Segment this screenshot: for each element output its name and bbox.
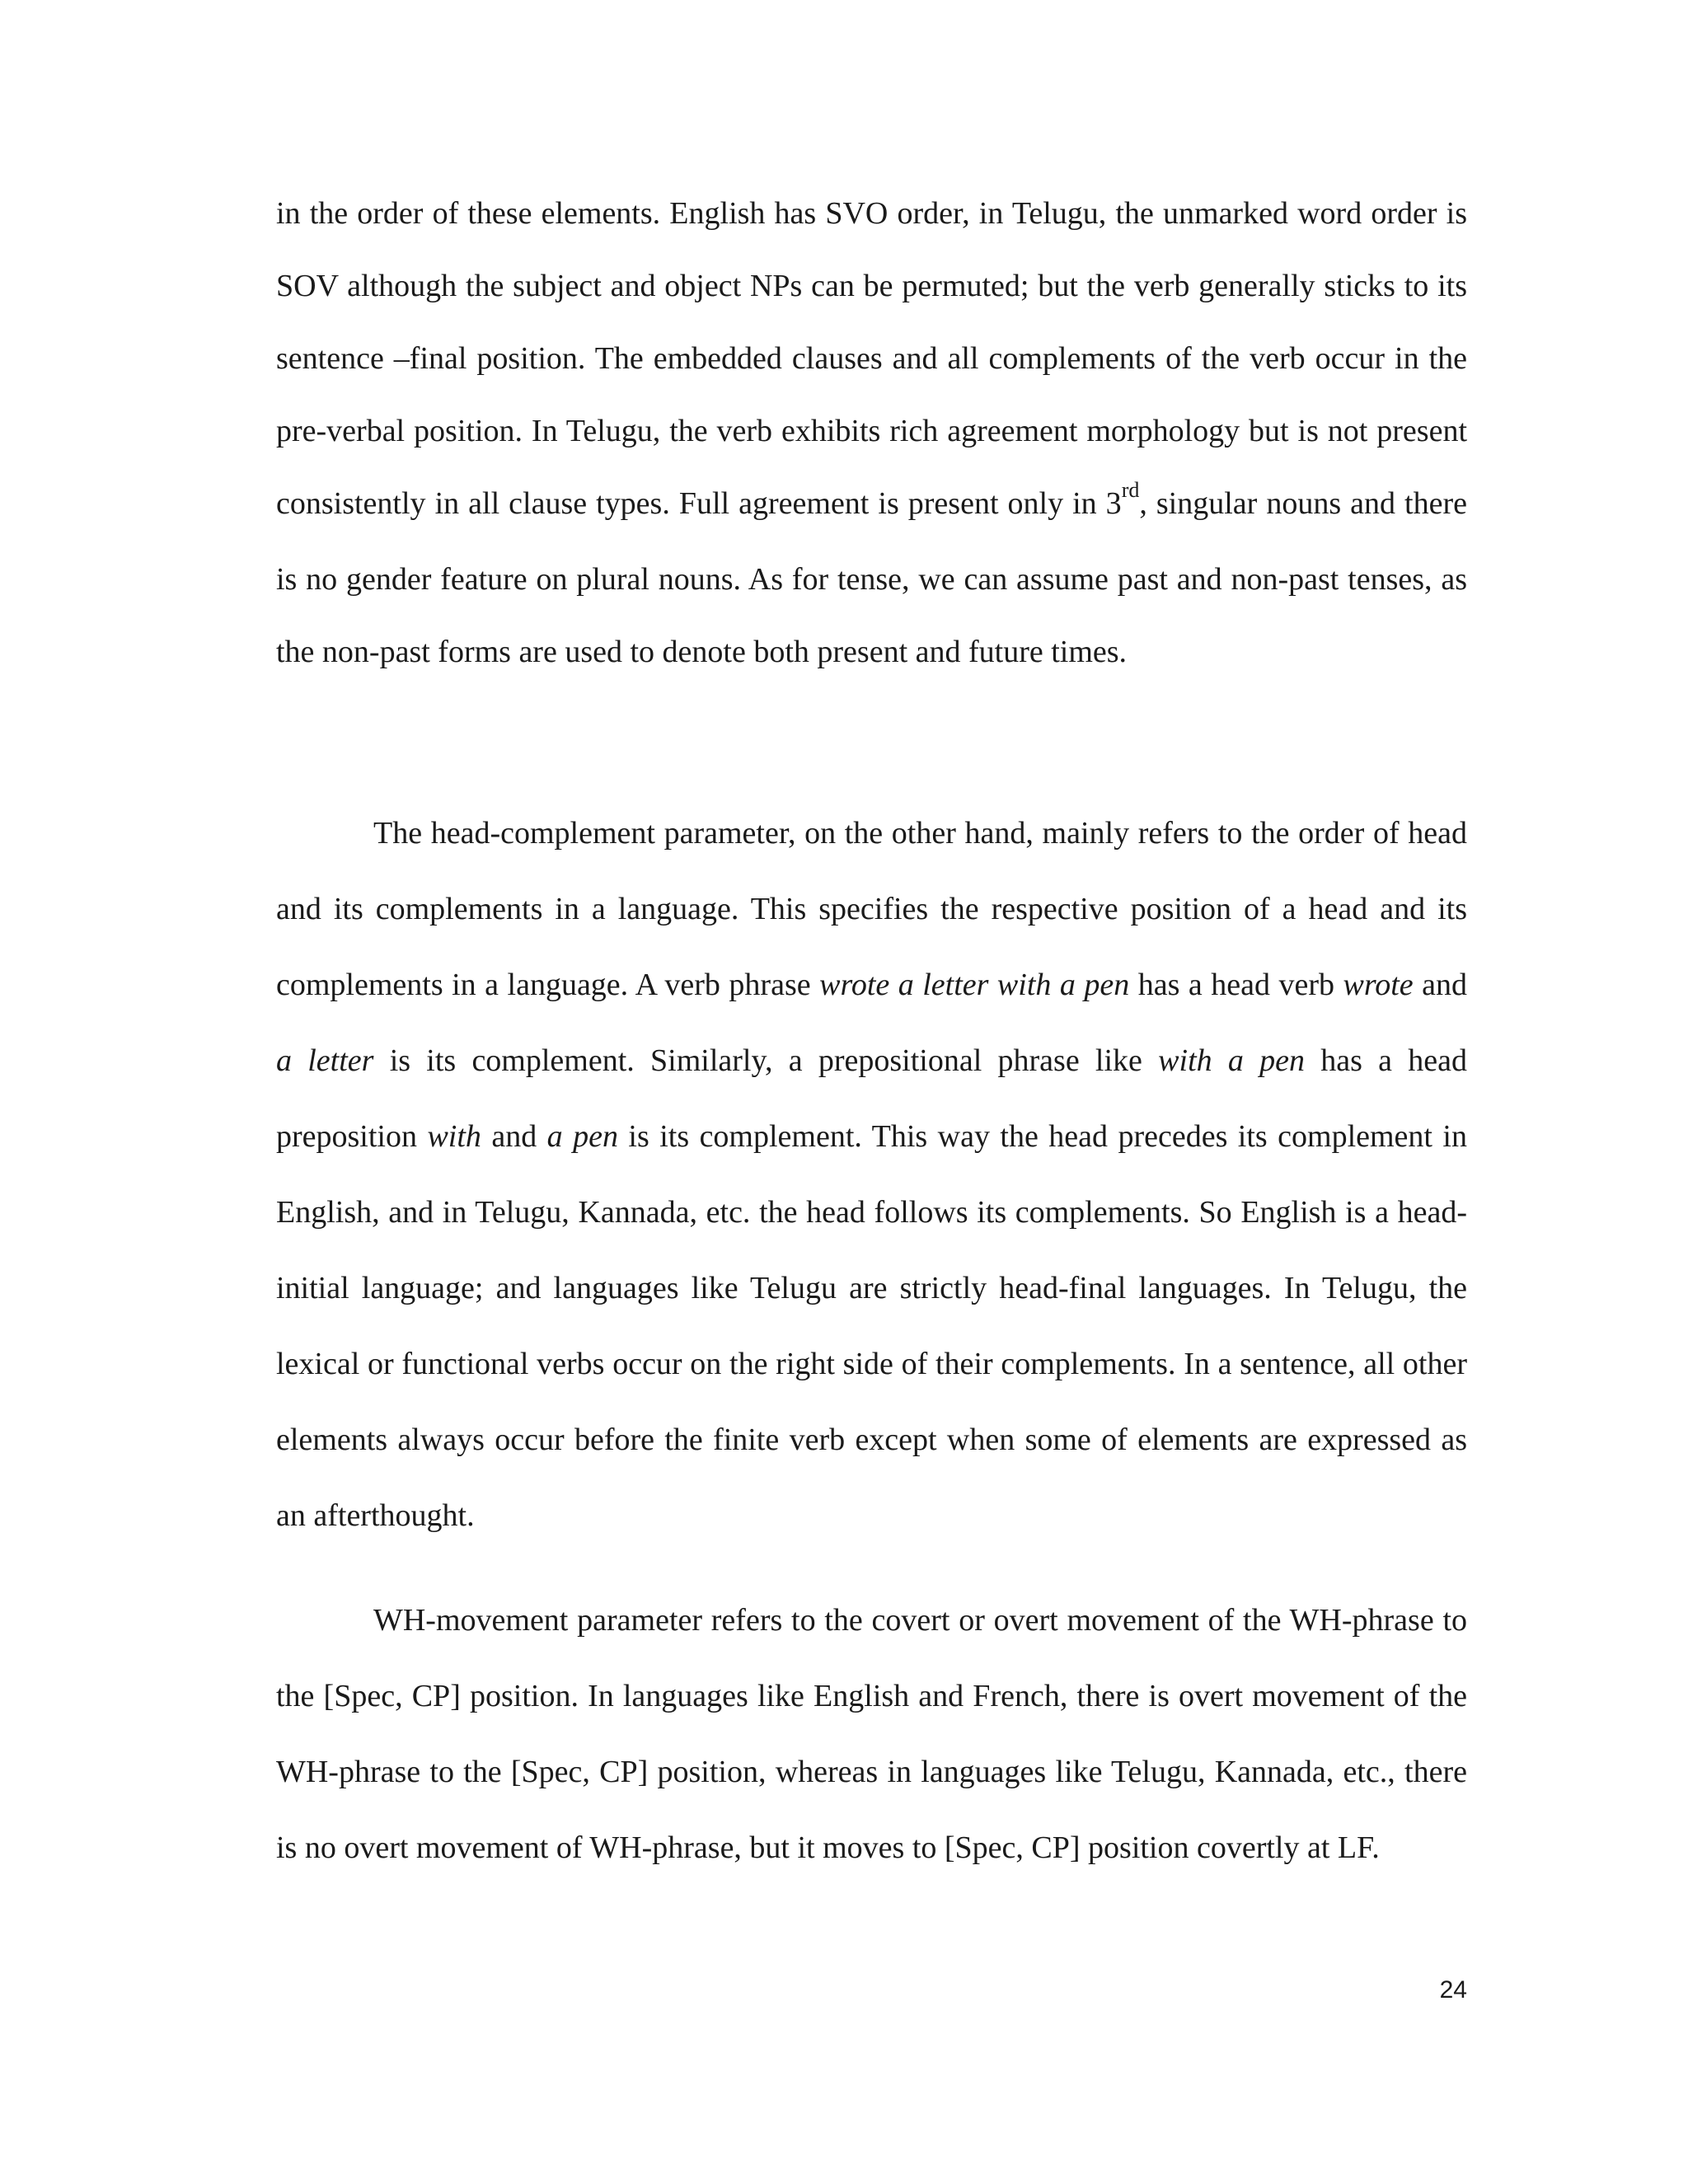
wh-movement-text: WH-movement parameter refers to the covert or overt movement of the WH-phrase to the [Spec, CP] position. In languages like English and French, there is overt movement of the WH-phrase to the [Spec, CP] position, whereas in languages like Telugu, Kannada, etc., there is no overt movement of WH-phrase, but it moves to [Spec, CP] position covertly at LF. bbox=[276, 1603, 1467, 1865]
paragraph-word-order bbox=[276, 177, 1467, 688]
head-complement-text-7: is its complement. This way the head precedes its complement in English, and in Telugu, Kannada, etc. the head follows its complements. So English is a head-initial language; and languages like Telugu are strictly head-final languages. In Telugu, the lexical or functional verbs occur on the right side of their complements. In a sentence, all other elements always occur before the finite verb except when some of elements are expressed as an afterthought. bbox=[276, 1119, 1467, 1533]
page-number: 24 bbox=[1439, 1976, 1467, 2004]
example-head-verb: wrote bbox=[1343, 968, 1414, 1002]
head-complement-text-6: and bbox=[481, 1119, 547, 1154]
ordinal-superscript: rd bbox=[1121, 478, 1140, 502]
example-verb-phrase: wrote a letter with a pen bbox=[819, 968, 1130, 1002]
example-preposition-complement: a pen bbox=[546, 1119, 618, 1154]
head-complement-text-4: is its complement. Similarly, a prepositional phrase like bbox=[373, 1043, 1159, 1078]
head-complement-text-5: has a head preposition bbox=[276, 1043, 1467, 1154]
paragraph-wh-movement bbox=[276, 1582, 1467, 1886]
example-head-preposition: with bbox=[427, 1119, 481, 1154]
head-complement-text-3: and bbox=[1413, 968, 1467, 1002]
head-complement-text-1: The head-complement parameter, on the other hand, mainly refers to the order of head and its complements in a language. This specifies the respective position of a head and its complements in a language. A verb phrase bbox=[276, 816, 1467, 1002]
example-prepositional-phrase: with a pen bbox=[1158, 1043, 1305, 1078]
paragraph-word-order-text-1: in the order of these elements. English has SVO order, in Telugu, the unmarked word order is SOV although the subject and object NPs can be permuted; but the verb generally sticks to its sentence –final position. The embedded clauses and all complements of the verb occur in the pre-verbal position. In Telugu, the verb exhibits rich agreement morphology but is not present consistently in all clause types. Full agreement is present only in 3 bbox=[276, 196, 1467, 521]
example-verb-complement: a letter bbox=[276, 1043, 374, 1078]
head-complement-text-2: has a head verb bbox=[1129, 968, 1343, 1002]
paragraph-head-complement bbox=[276, 795, 1467, 1554]
paragraph-word-order-text-2: , singular nouns and there is no gender feature on plural nouns. As for tense, we can assume past and non-past tenses, as the non-past forms are used to denote both present and future times. bbox=[276, 486, 1467, 669]
